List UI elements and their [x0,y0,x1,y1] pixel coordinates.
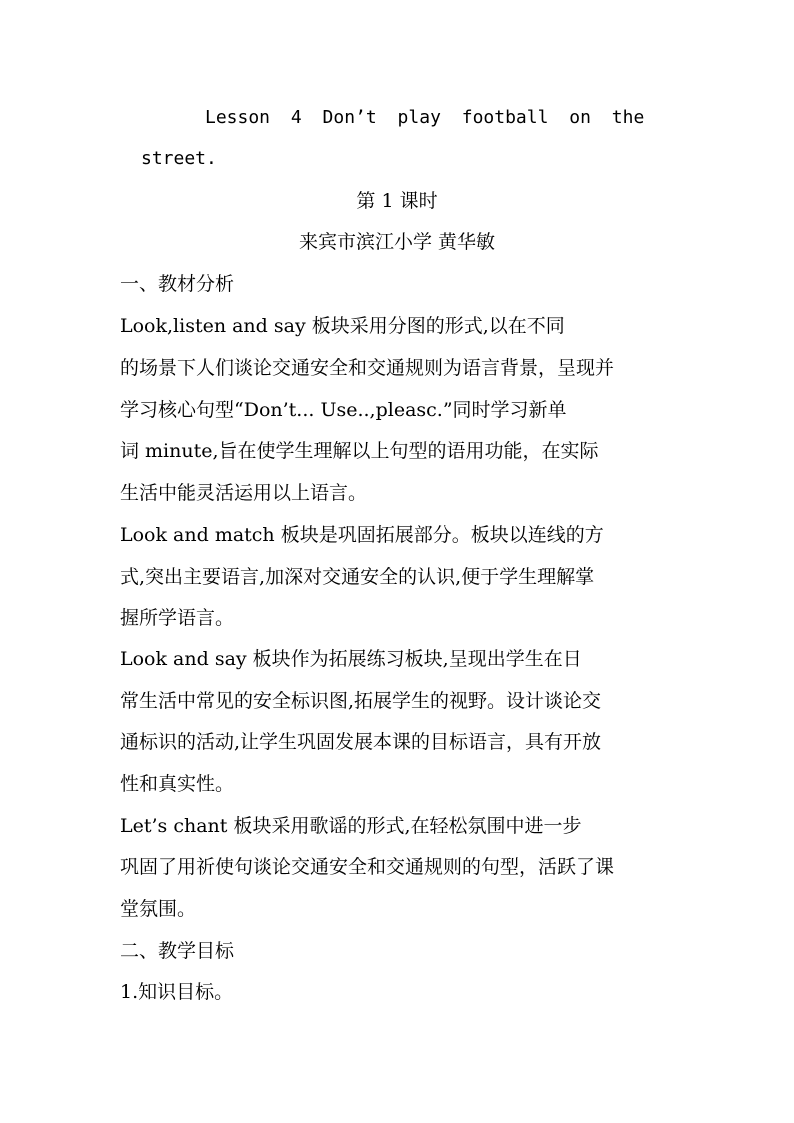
lesson-title-line-1: Lesson 4 Don’t play football on the [205,107,645,128]
paragraph-line: 学习核心句型“Don’t... Use..,pleasc.”同时学习新单 [120,399,567,421]
lesson-author: 来宾市滨江小学 黄华敏 [298,231,496,253]
paragraph-line: 常生活中常见的安全标识图,拓展学生的视野。设计谈论交 [120,690,602,712]
paragraph-line: Let’s chant 板块采用歌谣的形式,在轻松氛围中进一步 [120,815,582,837]
knowledge-goal-item: 1.知识目标。 [120,981,234,1003]
paragraph-line: Look and say 板块作为拓展练习板块,呈现出学生在日 [120,648,582,670]
lesson-title-line-2: street. [141,148,217,169]
lesson-period: 第 1 课时 [356,190,438,212]
paragraph-line: 堂氛围。 [120,898,197,920]
paragraph-line: 巩固了用祈使句谈论交通安全和交通规则的句型，活跃了课 [120,856,615,878]
paragraph-line: Look and match 板块是巩固拓展部分。板块以连线的方 [120,524,604,546]
section-heading-goals: 二、教学目标 [120,940,235,962]
paragraph-line: 生活中能灵活运用以上语言。 [120,482,368,504]
paragraph-line: Look,listen and say 板块采用分图的形式,以在不同 [120,315,565,337]
paragraph-line: 的场景下人们谈论交通安全和交通规则为语言背景，呈现并 [120,357,615,379]
paragraph-line: 握所学语言。 [120,607,235,629]
section-heading-analysis: 一、教材分析 [120,273,235,295]
paragraph-line: 式,突出主要语言,加深对交通安全的认识,便于学生理解掌 [120,566,595,588]
paragraph-line: 通标识的活动,让学生巩固发展本课的目标语言，具有开放 [120,731,602,753]
paragraph-line: 性和真实性。 [120,773,235,795]
paragraph-line: 词 minute,旨在使学生理解以上句型的语用功能，在实际 [120,440,599,462]
